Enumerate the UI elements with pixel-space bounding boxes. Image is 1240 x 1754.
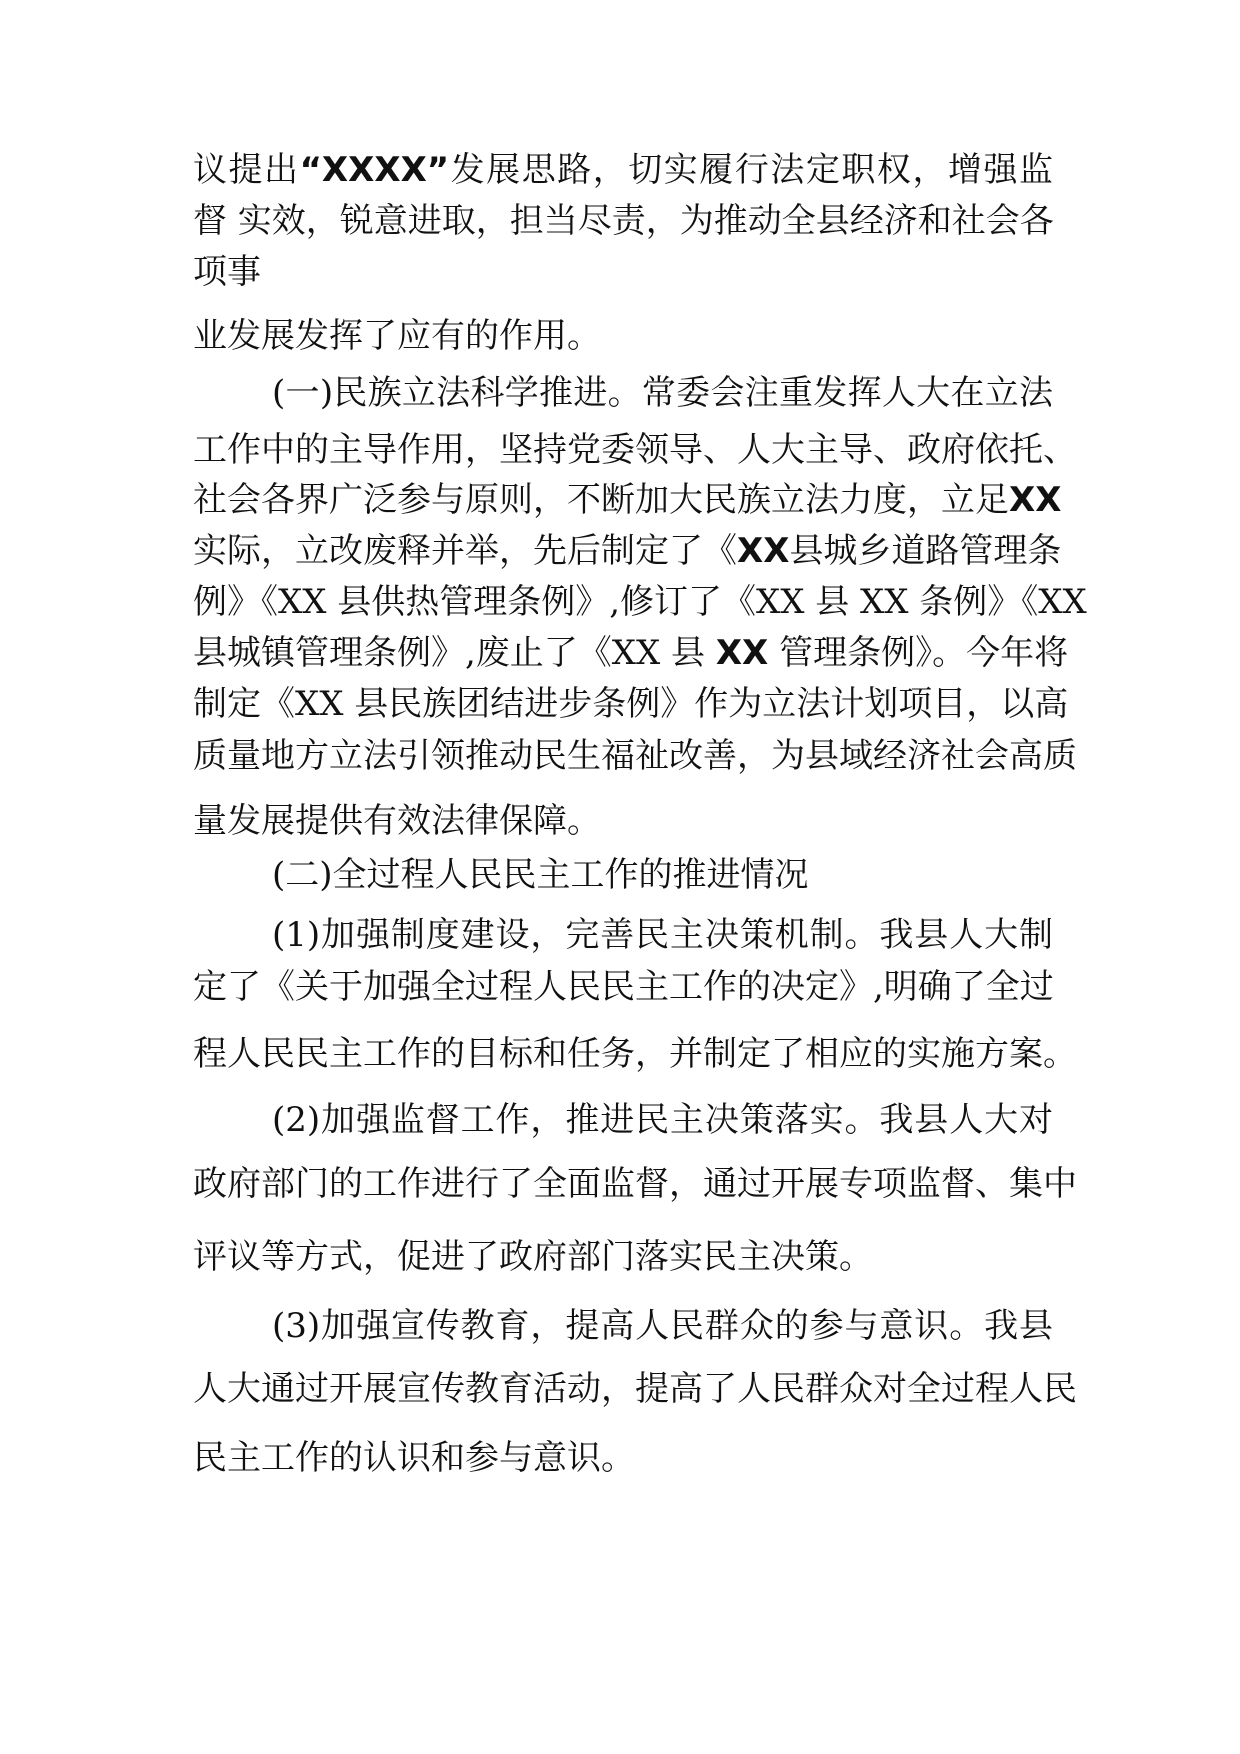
paragraph-line — [193, 478, 1062, 522]
paragraph-line — [272, 913, 1053, 957]
text-segment: 业发展发挥了应有的作用。 — [193, 316, 601, 356]
paragraph-line — [193, 682, 1069, 726]
paragraph-line — [193, 148, 1053, 192]
text-segment: 量发展提供有效法律保障。 — [193, 801, 601, 841]
bold-text-segment: XX — [715, 633, 769, 673]
text-segment: 项事 — [193, 252, 261, 292]
text-segment: (3)加强宣传教育，提高人民群众的参与意识。我县 — [272, 1306, 1053, 1346]
text-segment: (二)全过程人民民主工作的推进情况 — [272, 855, 809, 895]
text-segment: 议提出 — [193, 150, 300, 190]
text-segment: XX — [1038, 582, 1087, 622]
paragraph-line — [193, 428, 1077, 472]
text-segment: 程人民民主工作的目标和任务，并制定了相应的实施方案。 — [193, 1034, 1077, 1074]
paragraph-line — [193, 1436, 1053, 1480]
paragraph-line — [193, 734, 1077, 778]
paragraph-line — [193, 580, 1087, 624]
paragraph-line — [272, 1304, 1053, 1348]
text-segment: 人大通过开展宣传教育活动，提高了人民群众对全过程人民 — [193, 1369, 1077, 1409]
text-segment: 定了《关于加强全过程人民民主工作的决定》,明确了全过 — [193, 967, 1054, 1007]
text-segment: 民主工作的认识和参与意识。 — [193, 1438, 635, 1478]
paragraph-line — [272, 1098, 1053, 1142]
text-segment: 县城镇管理条例》,废止了《XX 县 — [193, 633, 716, 673]
paragraph-line — [193, 250, 1053, 294]
bold-text-segment: “XXXX” — [299, 150, 450, 190]
paragraph-line — [193, 1032, 1077, 1076]
text-segment: 评议等方式，促进了政府部门落实民主决策。 — [193, 1237, 873, 1277]
paragraph-line — [193, 314, 1053, 358]
text-segment: 例》《XX 县供热管理条例》,修订了《XX 县 XX 条例》《 — [193, 582, 1039, 622]
text-segment: 发展思路，切实履行法定职权，增强监 — [449, 150, 1054, 190]
text-segment: 工作中的主导作用，坚持党委领导、人大主导、政府依托、 — [193, 430, 1077, 470]
text-segment: 质量地方立法引领推动民生福祉改善，为县域经济社会高质 — [193, 736, 1077, 776]
text-segment: 政府部门的工作进行了全面监督，通过开展专项监督、集中 — [193, 1164, 1077, 1204]
text-segment: (2)加强监督工作，推进民主决策落实。我县人大对 — [272, 1100, 1053, 1140]
paragraph-line — [193, 1235, 1053, 1279]
paragraph-line — [193, 799, 1053, 843]
paragraph-line — [193, 529, 1062, 573]
text-segment: (一)民族立法科学推进。常委会注重发挥人大在立法 — [272, 373, 1053, 413]
text-segment: (1)加强制度建设，完善民主决策机制。我县人大制 — [272, 915, 1053, 955]
paragraph-line — [193, 631, 1069, 675]
section-heading-line — [272, 371, 1053, 415]
text-segment: 制定《XX 县民族团结进步条例》作为立法计划项目，以高 — [193, 684, 1069, 724]
paragraph-line — [193, 1162, 1077, 1206]
bold-text-segment: XX — [1009, 480, 1062, 520]
bold-text-segment: XX — [737, 531, 790, 571]
text-segment: 管理条例》。今年将 — [768, 633, 1069, 673]
section-heading-line — [272, 853, 1053, 897]
text-segment: 县城乡道路管理条 — [789, 531, 1062, 571]
text-segment: 社会各界广泛参与原则，不断加大民族立法力度，立足 — [193, 480, 1009, 520]
text-segment: 实际，立改废释并举，先后制定了《 — [193, 531, 737, 571]
text-segment: 督 实效，锐意进取，担当尽责，为推动全县经济和社会各 — [193, 201, 1054, 241]
paragraph-line — [193, 965, 1053, 1009]
paragraph-line — [193, 199, 1053, 243]
paragraph-line — [193, 1367, 1077, 1411]
